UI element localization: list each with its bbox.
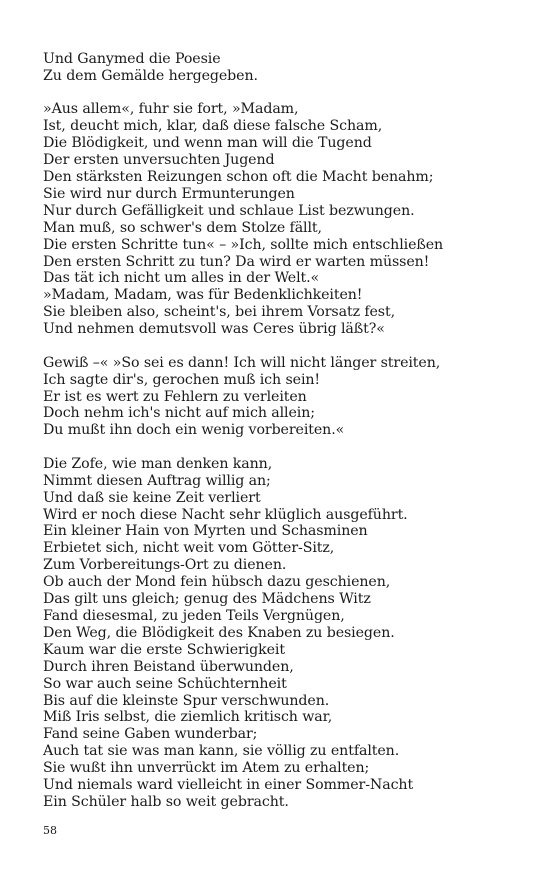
page-number: 58	[43, 824, 57, 837]
verse-line: Wird er noch diese Nacht sehr klüglich ausgeführt.	[43, 506, 408, 523]
verse-line: Ich sagte dir's, gerochen muß ich sein!	[43, 371, 321, 388]
verse-line: Fand seine Gaben wunderbar;	[43, 726, 258, 743]
verse-line: Kaum war die erste Schwierigkeit	[43, 641, 285, 658]
verse-line: Den stärksten Reizungen schon oft die Macht benahm;	[43, 169, 434, 186]
verse-line: Die ersten Schritte tun« – »Ich, sollte mich entschließen	[43, 236, 444, 253]
verse-line: Den ersten Schritt zu tun? Da wird er warten müssen!	[43, 253, 430, 270]
verse-line: Gewiß –« »So sei es dann! Ich will nicht länger streiten,	[43, 354, 441, 371]
verse-line: Ob auch der Mond fein hübsch dazu geschienen,	[43, 574, 391, 591]
stanza	[43, 51, 523, 85]
verse-line: Das gilt uns gleich; genug des Mädchens Witz	[43, 591, 371, 608]
verse-line: Nimmt diesen Auftrag willig an;	[43, 472, 271, 489]
poem-text	[43, 51, 523, 827]
verse-line: »Aus allem«, fuhr sie fort, »Madam,	[43, 101, 299, 118]
verse-line: Und daß sie keine Zeit verliert	[43, 489, 261, 506]
verse-line: Man muß, so schwer's dem Stolze fällt,	[43, 219, 322, 236]
verse-line: Ist, deucht mich, klar, daß diese falsche Scham,	[43, 118, 383, 135]
verse-line: Der ersten unversuchten Jugend	[43, 152, 275, 169]
verse-line: Miß Iris selbst, die ziemlich kritisch war,	[43, 709, 333, 726]
verse-line: Sie wußt ihn unverrückt im Atem zu erhalten;	[43, 760, 370, 777]
verse-line: »Madam, Madam, was für Bedenklichkeiten!	[43, 287, 363, 304]
verse-line: Nur durch Gefälligkeit und schlaue List bezwungen.	[43, 202, 415, 219]
verse-line: Er ist es wert zu Fehlern zu verleiten	[43, 388, 307, 405]
verse-line: So war auch seine Schüchternheit	[43, 675, 287, 692]
verse-line: Durch ihren Beistand überwunden,	[43, 658, 294, 675]
verse-line: Die Zofe, wie man denken kann,	[43, 455, 273, 472]
verse-line: Zu dem Gemälde hergegeben.	[43, 67, 258, 84]
verse-line: Fand diesesmal, zu jeden Teils Vergnügen,	[43, 607, 345, 624]
verse-line: Und niemals ward vielleicht in einer Sommer-Nacht	[43, 777, 414, 794]
verse-line: Das tät ich nicht um alles in der Welt.«	[43, 270, 320, 287]
verse-line: Die Blödigkeit, und wenn man will die Tugend	[43, 135, 372, 152]
stanza	[43, 456, 523, 811]
verse-line: Bis auf die kleinste Spur verschwunden.	[43, 692, 330, 709]
verse-line: Und Ganymed die Poesie	[43, 51, 221, 67]
stanza	[43, 355, 523, 440]
verse-line: Sie bleiben also, scheint's, bei ihrem Vorsatz fest,	[43, 304, 395, 321]
verse-line: Zum Vorbereitungs-Ort zu dienen.	[43, 557, 287, 574]
verse-line: Auch tat sie was man kann, sie völlig zu entfalten.	[43, 743, 400, 760]
verse-line: Ein Schüler halb so weit gebracht.	[43, 793, 289, 810]
stanza	[43, 101, 523, 338]
verse-line: Doch nehm ich's nicht auf mich allein;	[43, 405, 315, 422]
verse-line: Erbietet sich, nicht weit vom Götter-Sitz,	[43, 540, 335, 557]
verse-line: Und nehmen demutsvoll was Ceres übrig läßt?«	[43, 321, 385, 338]
verse-line: Ein kleiner Hain von Myrten und Schasminen	[43, 523, 368, 540]
verse-line: Du mußt ihn doch ein wenig vorbereiten.«	[43, 422, 345, 439]
verse-line: Den Weg, die Blödigkeit des Knaben zu besiegen.	[43, 624, 395, 641]
verse-line: Sie wird nur durch Ermunterungen	[43, 185, 295, 202]
